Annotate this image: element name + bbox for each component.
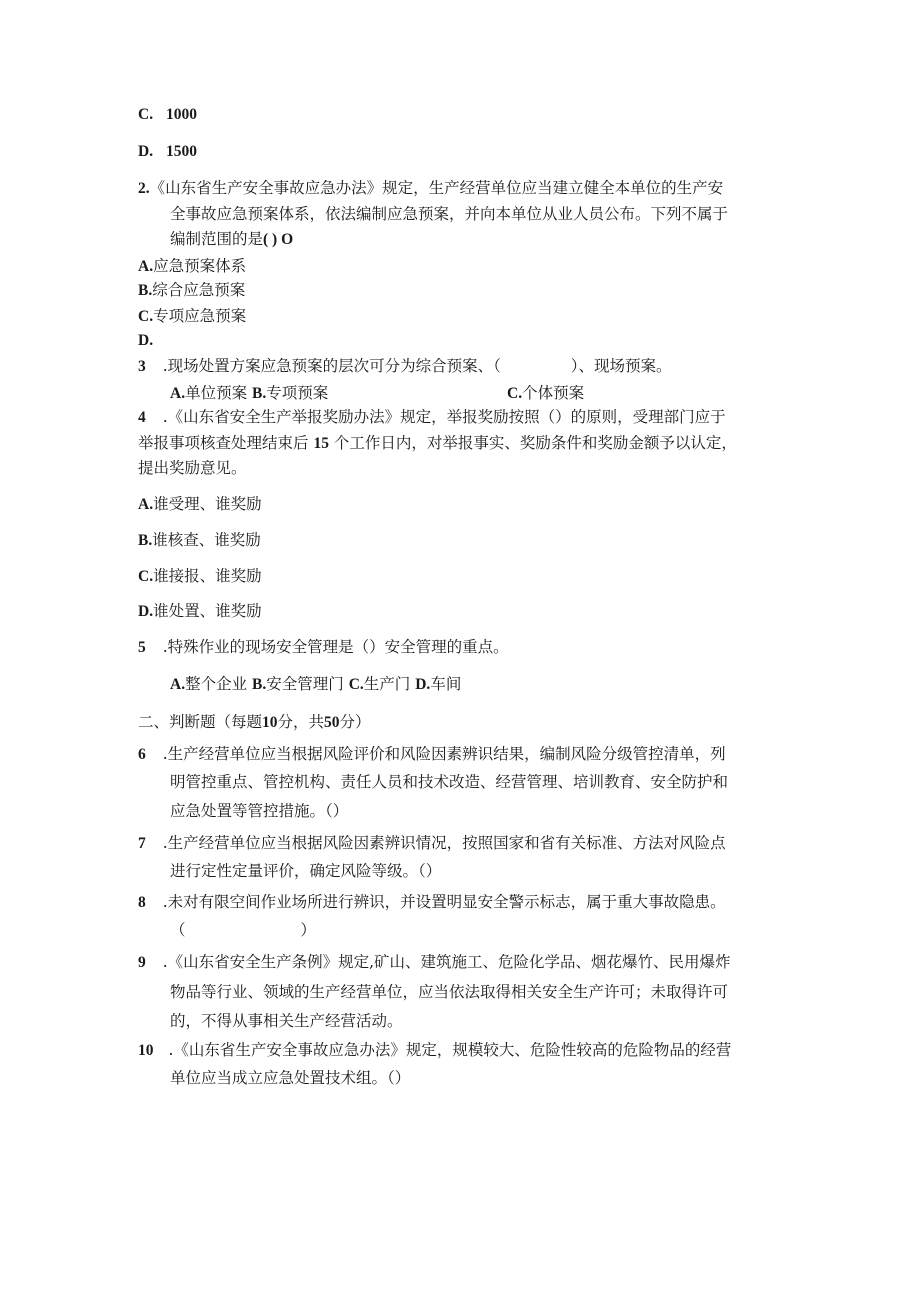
question-text: .《山东省安全生产举报奖励办法》规定，举报奖励按照（）的原则，受理部门应于 (162, 408, 726, 426)
question-number: 10 (138, 1042, 154, 1059)
option-text: 安全管理门 (266, 675, 344, 693)
q6-line-2 (170, 772, 728, 792)
q2-option-c (138, 306, 246, 327)
question-text: 的，不得从事相关生产经营活动。 (170, 1012, 403, 1030)
question-text: .未对有限空间作业场所进行辨识，并设置明显安全警示标志，属于重大事故隐患。 (162, 893, 726, 911)
q7-line-2 (170, 861, 441, 881)
option-label: D. (138, 603, 154, 620)
answer-blank-open: （ (170, 921, 186, 939)
q2-option-d (138, 330, 153, 351)
question-text: 编制范围的是 (170, 230, 264, 248)
q4-line-2 (138, 433, 737, 454)
option-label: B. (138, 532, 153, 549)
heading-text: 分，共 (277, 713, 325, 731)
question-text: 应急处置等管控措施。（） (170, 802, 349, 820)
q9-line-1 (138, 952, 731, 973)
option-text: 综合应急预案 (152, 281, 246, 299)
question-text: 个工作日内，对举报事实、奖励条件和奖励金额予以认定， (333, 434, 737, 452)
option-label: A. (138, 258, 154, 275)
q9-line-3 (170, 1011, 403, 1031)
question-text: .生产经营单位应当根据风险因素辨识情况，按照国家和省有关标准、方法对风险点 (162, 834, 726, 852)
question-number: 7 (138, 835, 146, 852)
question-text: 全事故应急预案体系，依法编制应急预案，并向本单位从业人员公布。下列不属于 (170, 205, 729, 223)
option-text: 车间 (430, 675, 462, 693)
question-number: 2. (138, 180, 150, 197)
option-text: 谁接报、谁奖励 (153, 567, 262, 585)
option-label: C. (348, 676, 364, 693)
q4-option-c (138, 566, 262, 587)
question-number: 3 (138, 358, 146, 375)
q6-line-1 (138, 744, 726, 765)
q5-line-1 (138, 637, 509, 658)
q3-option-c (507, 383, 584, 404)
option-label: D. (138, 143, 154, 160)
option-text: 专项应急预案 (153, 307, 247, 325)
option-text: 个体预案 (522, 384, 585, 402)
q6-line-3 (170, 801, 348, 821)
q2-line-3 (170, 229, 293, 250)
q1-option-c (138, 104, 197, 125)
question-number: 8 (138, 894, 146, 911)
q7-line-1 (138, 833, 726, 854)
option-label: C. (138, 308, 154, 325)
q8-line-1 (138, 892, 726, 913)
option-label: B. (138, 282, 153, 299)
question-text: 物品等行业、领域的生产经营单位，应当依法取得相关安全生产许可；未取得许可 (170, 983, 729, 1001)
q2-option-a (138, 256, 246, 277)
answer-blank-close: ） (300, 921, 316, 939)
question-text: 单位应当成立应急处置技术组。（） (170, 1069, 411, 1087)
q4-line-3 (138, 458, 247, 478)
heading-text: 分） (339, 713, 371, 731)
option-text: 1000 (166, 106, 198, 123)
option-label: B. (252, 676, 267, 693)
q10-line-2 (170, 1068, 410, 1088)
option-text: 1500 (166, 143, 198, 160)
question-text: .现场处置方案应急预案的层次可分为综合预案、（ (162, 357, 501, 375)
option-label: D. (415, 676, 431, 693)
q5-options (170, 674, 461, 695)
option-text: 谁处置、谁奖励 (153, 602, 262, 620)
q3-line-1 (138, 356, 672, 377)
option-label: A. (138, 496, 154, 513)
question-text: .特殊作业的现场安全管理是（）安全管理的重点。 (162, 638, 509, 656)
q4-option-d (138, 601, 262, 622)
question-number: 4 (138, 409, 146, 426)
question-text: .《山东省生产安全事故应急办法》规定，规模较大、危险性较高的危险物品的经营 (168, 1041, 732, 1059)
question-text: 举报事项核查处理结束后 (138, 434, 309, 452)
option-label: C. (138, 106, 154, 123)
option-text: 整个企业 (185, 675, 248, 693)
question-text: .生产经营单位应当根据风险评价和风险因素辨识结果，编制风险分级管控清单，列 (162, 745, 726, 763)
question-number: 9 (138, 954, 146, 971)
q2-option-b (138, 280, 245, 301)
option-text: 生产门 (363, 675, 411, 693)
question-text: 《山东省生产安全事故应急办法》规定，生产经营单位应当建立健全本单位的生产安 (149, 179, 724, 197)
option-text: 谁受理、谁奖励 (153, 495, 262, 513)
question-text: 进行定性定量评价，确定风险等级。（） (170, 862, 442, 880)
section-heading-true-false (138, 712, 371, 733)
q2-line-2 (170, 204, 728, 224)
option-text: 谁核查、谁奖励 (152, 531, 261, 549)
q4-line-1 (138, 407, 726, 428)
question-number: 5 (138, 639, 146, 656)
total-points: 50 (324, 714, 340, 731)
points-per-question: 10 (262, 714, 278, 731)
q9-line-2 (170, 982, 728, 1002)
q4-option-a (138, 494, 262, 515)
option-text: 专项预案 (266, 384, 329, 402)
q8-line-2 (170, 920, 316, 940)
question-text: 明管控重点、管控机构、责任人员和技术改造、经营管理、培训教育、安全防护和 (170, 773, 729, 791)
question-text: 提出奖励意见。 (138, 459, 247, 477)
question-text: .《山东省安全生产条例》规定,矿山、建筑施工、危险化学品、烟花爆竹、民用爆炸 (162, 953, 731, 971)
option-label: A. (170, 385, 186, 402)
q2-line-1 (138, 178, 723, 199)
answer-blank: ( ) O (263, 231, 294, 248)
option-label: A. (170, 676, 186, 693)
day-count: 15 (313, 435, 329, 452)
q1-option-d (138, 141, 197, 162)
question-text: ）、现场预案。 (570, 357, 672, 375)
option-label: C. (138, 568, 154, 585)
heading-text: 二、判断题（每题 (138, 713, 263, 731)
option-label: B. (252, 385, 267, 402)
q3-options-ab (170, 383, 328, 404)
option-label: D. (138, 332, 154, 349)
option-label: C. (507, 385, 523, 402)
question-number: 6 (138, 746, 146, 763)
option-text: 单位预案 (185, 384, 248, 402)
q4-option-b (138, 530, 261, 551)
option-text: 应急预案体系 (153, 257, 247, 275)
q10-line-1 (138, 1040, 731, 1061)
